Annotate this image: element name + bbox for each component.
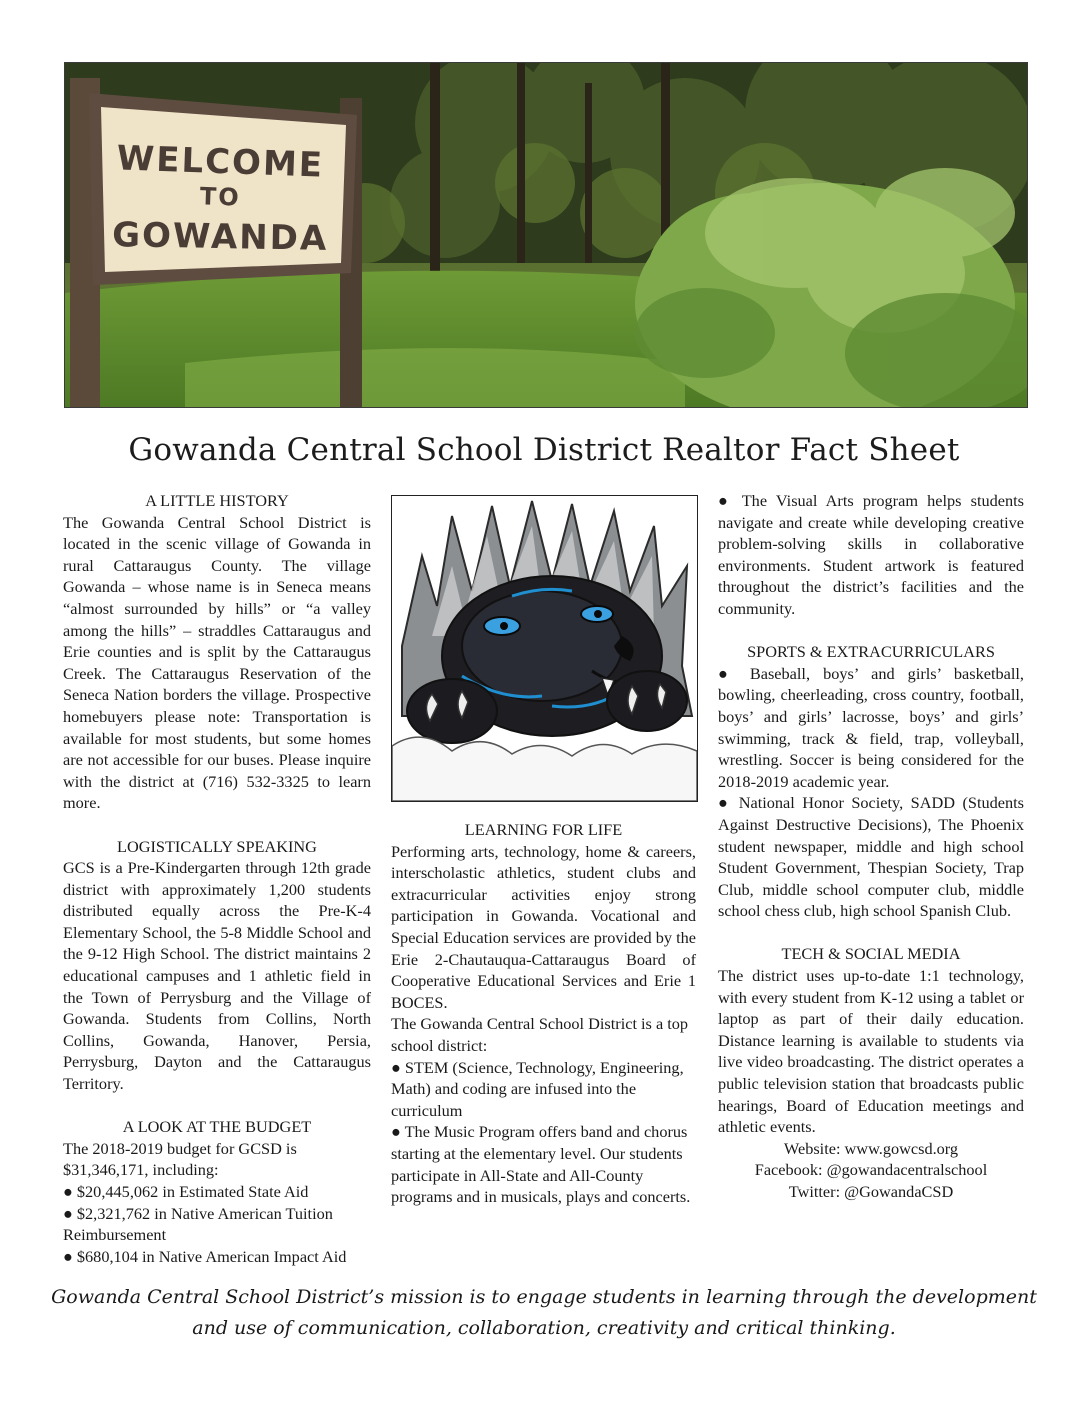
history-body: The Gowanda Central School District is located in the scenic village of Gowanda in rural Cattaraugus County. The village Gowanda – whose name is in Seneca means “almost surrounded by hills” or “a valley among the hills” – straddles Cattaraugus and Erie counties and is split by the Cattaraugus Creek. The Cattaraugus Reservation of the Seneca Nation borders the village. Prospective homebuyers please note: Transportation is available for most students, but some homes are not accessible for our buses. Please inquire with the district at (716) 532-3325 to learn more. <box>63 512 371 813</box>
learning-item: ● STEM (Science, Technology, Engineering, Math) and coding are infused into the curriculum <box>391 1057 684 1120</box>
logistics-heading: LOGISTICALLY SPEAKING <box>117 836 317 856</box>
twitter-link[interactable]: Twitter: @GowandaCSD <box>788 1182 954 1201</box>
panther-mascot-image <box>391 495 698 802</box>
learning-item: ● The Music Program offers band and chorus starting at the elementary level. Our students participate in All-State and All-County programs and in musicals, plays and concerts. <box>391 1122 691 1207</box>
tech-heading: TECH & SOCIAL MEDIA <box>781 944 961 964</box>
history-heading: A LITTLE HISTORY <box>145 491 289 510</box>
budget-item: ● $680,104 in Native American Impact Aid <box>63 1246 347 1266</box>
website-link[interactable]: Website: www.gowcsd.org <box>783 1138 959 1158</box>
column-middle <box>391 819 696 1208</box>
sign-line-1: WELCOME <box>116 138 325 186</box>
logistics-body: GCS is a Pre-Kindergarten through 12th grade district with approximately 1,200 students distributed equally across the Pre-K-4 Elementary School, the 5-8 Middle School and the 9-12 High School. The district maintains 2 educational campuses and 1 athletic field in the Town of Perrysburg and the Village of Gowanda. Students from Collins, North Collins, Gowanda, Hanover, Persia, Perrysburg, Dayton and the Cattaraugus Territory. <box>63 858 371 1094</box>
budget-heading: A LOOK AT THE BUDGET <box>122 1117 312 1137</box>
mission-line-1: Gowanda Central School District’s mission is to engage students in learning through the development <box>51 1286 1037 1308</box>
column-right <box>718 490 1024 1203</box>
budget-item: ● $2,321,762 in Native American Tuition Reimbursement <box>63 1203 333 1245</box>
welcome-sign-photo <box>64 62 1028 408</box>
sports-item: ● National Honor Society, SADD (Students Against Destructive Decisions), The Phoenix student newspaper, middle and high school Student Government, Thespian Society, Trap Club, middle school computer club, middle school chess club, high school Spanish Club. <box>718 793 1024 921</box>
learning-body: Performing arts, technology, home & careers, interscholastic athletics, student clubs and extracurricular activities enjoy strong participation in Gowanda. Vocational and Special Education services are provided by the Erie 2-Chautauqua-Cattaraugus Board of Cooperative Educational Services and Erie 1 BOCES. <box>391 841 696 1012</box>
sports-heading: SPORTS & EXTRACURRICULARS <box>747 642 995 662</box>
sign-line-3: GOWANDA <box>111 215 329 259</box>
page-title: Gowanda Central School District Realtor Fact Sheet <box>128 432 960 468</box>
facebook-link[interactable]: Facebook: @gowandacentralschool <box>754 1160 988 1180</box>
column-left <box>63 490 371 1267</box>
learning-top-intro: The Gowanda Central School District is a top school district: <box>391 1014 689 1055</box>
mission-line-2: and use of communication, collaboration, creativity and critical thinking. <box>192 1317 896 1339</box>
learning-heading: LEARNING FOR LIFE <box>464 820 623 839</box>
budget-item: ● $20,445,062 in Estimated State Aid <box>63 1182 309 1201</box>
visual-arts-item: ● The Visual Arts program helps students navigate and create while developing creative problem-solving skills in collaborative environments. Student artwork is featured throughout the district’s facilities and the community. <box>718 491 1024 618</box>
sports-item: ● Baseball, boys’ and girls’ basketball, bowling, cheerleading, cross country, football, boys’ and girls’ lacrosse, boys’ and girls’ swimming, track & field, trap, volleyball, wrestling. Soccer is being considered for the 2018-2019 academic year. <box>718 663 1024 791</box>
mission-statement <box>0 1282 1088 1344</box>
sign-line-2: TO <box>199 182 242 212</box>
tech-body: The district uses up-to-date 1:1 technology, with every student from K-12 using a tablet or laptop as part of their daily education. Distance learning is available to students via live video broadcasting. The district operates a public television station that broadcasts public hearings, Board of Education meetings and athletic events. <box>718 966 1024 1137</box>
budget-intro: The 2018-2019 budget for GCSD is $31,346,171, including: <box>63 1138 297 1180</box>
